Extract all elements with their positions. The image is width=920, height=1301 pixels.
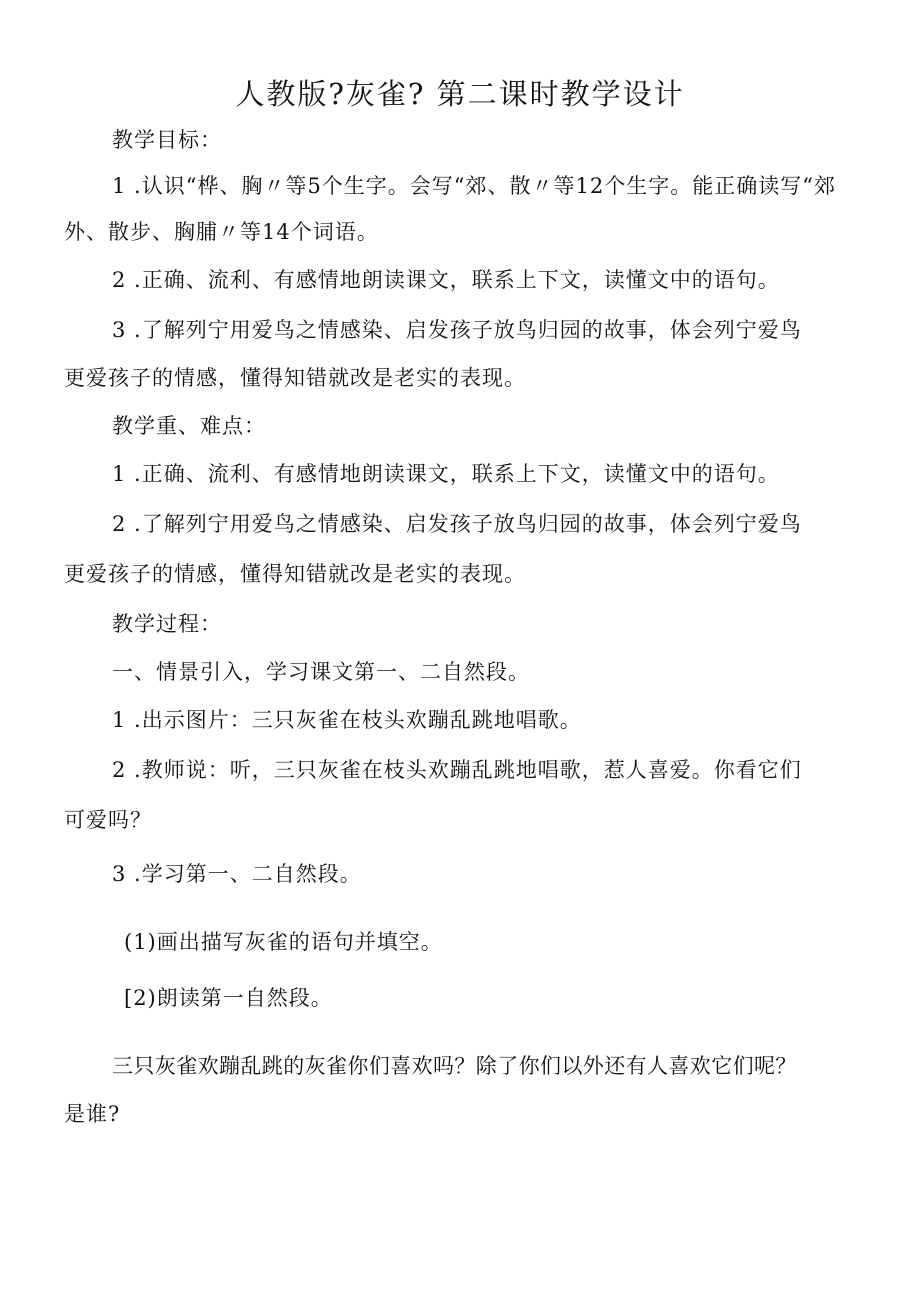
step-2-line-1: 2 .教师说：听，三只灰雀在枝头欢蹦乱跳地唱歌，惹人喜爱。你看它们 xyxy=(112,758,802,782)
key-points-heading: 教学重、难点： xyxy=(112,414,266,438)
question-line-2: 是谁? xyxy=(64,1102,121,1126)
sub-step-1: (1)画出描写灰雀的语句并填空。 xyxy=(124,930,443,954)
step-2-line-2: 可爱吗？ xyxy=(64,808,152,832)
goal-3-line-2: 更爱孩子的情感，懂得知错就改是老实的表现。 xyxy=(64,366,526,390)
goal-3-line-1: 3 .了解列宁用爱鸟之情感染、启发孩子放鸟归园的故事，体会列宁爱鸟 xyxy=(112,318,802,342)
step-heading: 一、情景引入，学习课文第一、二自然段。 xyxy=(112,660,530,684)
key-point-2-line-2: 更爱孩子的情感，懂得知错就改是老实的表现。 xyxy=(64,562,526,586)
goal-1-line-2: 外、散步、胸脯〃等14个词语。 xyxy=(64,220,379,244)
goal-1-line-1: 1 .认识“桦、胸〃等5个生字。会写“郊、散〃等12个生字。能正确读写“郊 xyxy=(112,174,836,198)
key-point-1: 1 .正确、流利、有感情地朗读课文，联系上下文，读懂文中的语句。 xyxy=(112,462,780,486)
question-line-1: 三只灰雀欢蹦乱跳的灰雀你们喜欢吗？除了你们以外还有人喜欢它们呢？ xyxy=(112,1054,797,1078)
process-heading: 教学过程： xyxy=(112,612,222,636)
goals-heading: 教学目标： xyxy=(112,128,222,152)
sub-step-2: [2)朗读第一自然段。 xyxy=(124,986,333,1010)
step-3: 3 .学习第一、二自然段。 xyxy=(112,862,362,886)
goal-2: 2 .正确、流利、有感情地朗读课文，联系上下文，读懂文中的语句。 xyxy=(112,268,780,292)
key-point-2-line-1: 2 .了解列宁用爱鸟之情感染、启发孩子放鸟归园的故事，体会列宁爱鸟 xyxy=(112,512,802,536)
page-title: 人教版?灰雀? 第二课时教学设计 xyxy=(235,77,685,111)
step-1: 1 .出示图片：三只灰雀在枝头欢蹦乱跳地唱歌。 xyxy=(112,708,582,732)
